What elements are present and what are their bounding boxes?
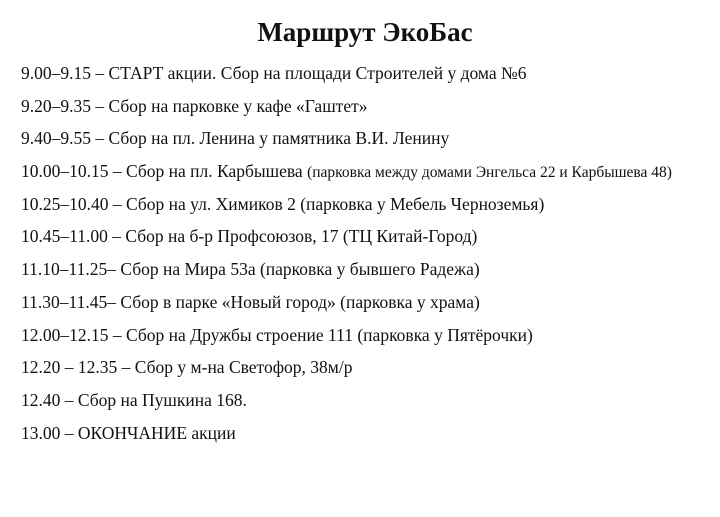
entry-text: 9.20–9.35 – Сбор на парковке у кафе «Гаштет» bbox=[21, 95, 368, 116]
entry-note: (парковка между домами Энгельса 22 и Карбышева 48) bbox=[307, 164, 672, 182]
schedule-entry-11 bbox=[21, 384, 672, 417]
schedule-entry-7 bbox=[21, 253, 672, 286]
route-schedule bbox=[21, 57, 672, 449]
schedule-entry-2 bbox=[21, 90, 672, 123]
schedule-entry-12 bbox=[21, 417, 672, 450]
schedule-entry-8 bbox=[21, 286, 672, 319]
schedule-entry-3 bbox=[21, 122, 672, 155]
entry-text: 11.30–11.45– Сбор в парке «Новый город» (парковка у храма) bbox=[21, 291, 480, 312]
entry-text: 13.00 – ОКОНЧАНИЕ акции bbox=[21, 422, 236, 443]
entry-text: 12.00–12.15 – Сбор на Дружбы строение 111 (парковка у Пятёрочки) bbox=[21, 324, 533, 345]
entry-text: 11.10–11.25– Сбор на Мира 53а (парковка у бывшего Радежа) bbox=[21, 259, 480, 280]
entry-text: 10.25–10.40 – Сбор на ул. Химиков 2 (парковка у Мебель Черноземья) bbox=[21, 193, 545, 214]
schedule-entry-5 bbox=[21, 188, 672, 221]
entry-text: 9.40–9.55 – Сбор на пл. Ленина у памятника В.И. Ленину bbox=[21, 128, 450, 149]
entry-text: 12.40 – Сбор на Пушкина 168. bbox=[21, 389, 247, 410]
schedule-entry-1 bbox=[21, 57, 672, 90]
entry-text: 10.45–11.00 – Сбор на б-р Профсоюзов, 17 (ТЦ Китай-Город) bbox=[21, 226, 478, 247]
entry-text: 9.00–9.15 – СТАРТ акции. Сбор на площади Строителей у дома №6 bbox=[21, 63, 527, 83]
entry-text: 10.00–10.15 – Сбор на пл. Карбышева bbox=[21, 161, 308, 182]
schedule-entry-6 bbox=[21, 220, 672, 253]
schedule-entry-10 bbox=[21, 351, 672, 384]
schedule-entry-4 bbox=[21, 155, 672, 188]
document-title: Маршрут ЭкоБас bbox=[257, 17, 473, 47]
schedule-entry-9 bbox=[21, 319, 672, 352]
entry-text: 12.20 – 12.35 – Сбор у м-на Светофор, 38м/р bbox=[21, 357, 353, 378]
